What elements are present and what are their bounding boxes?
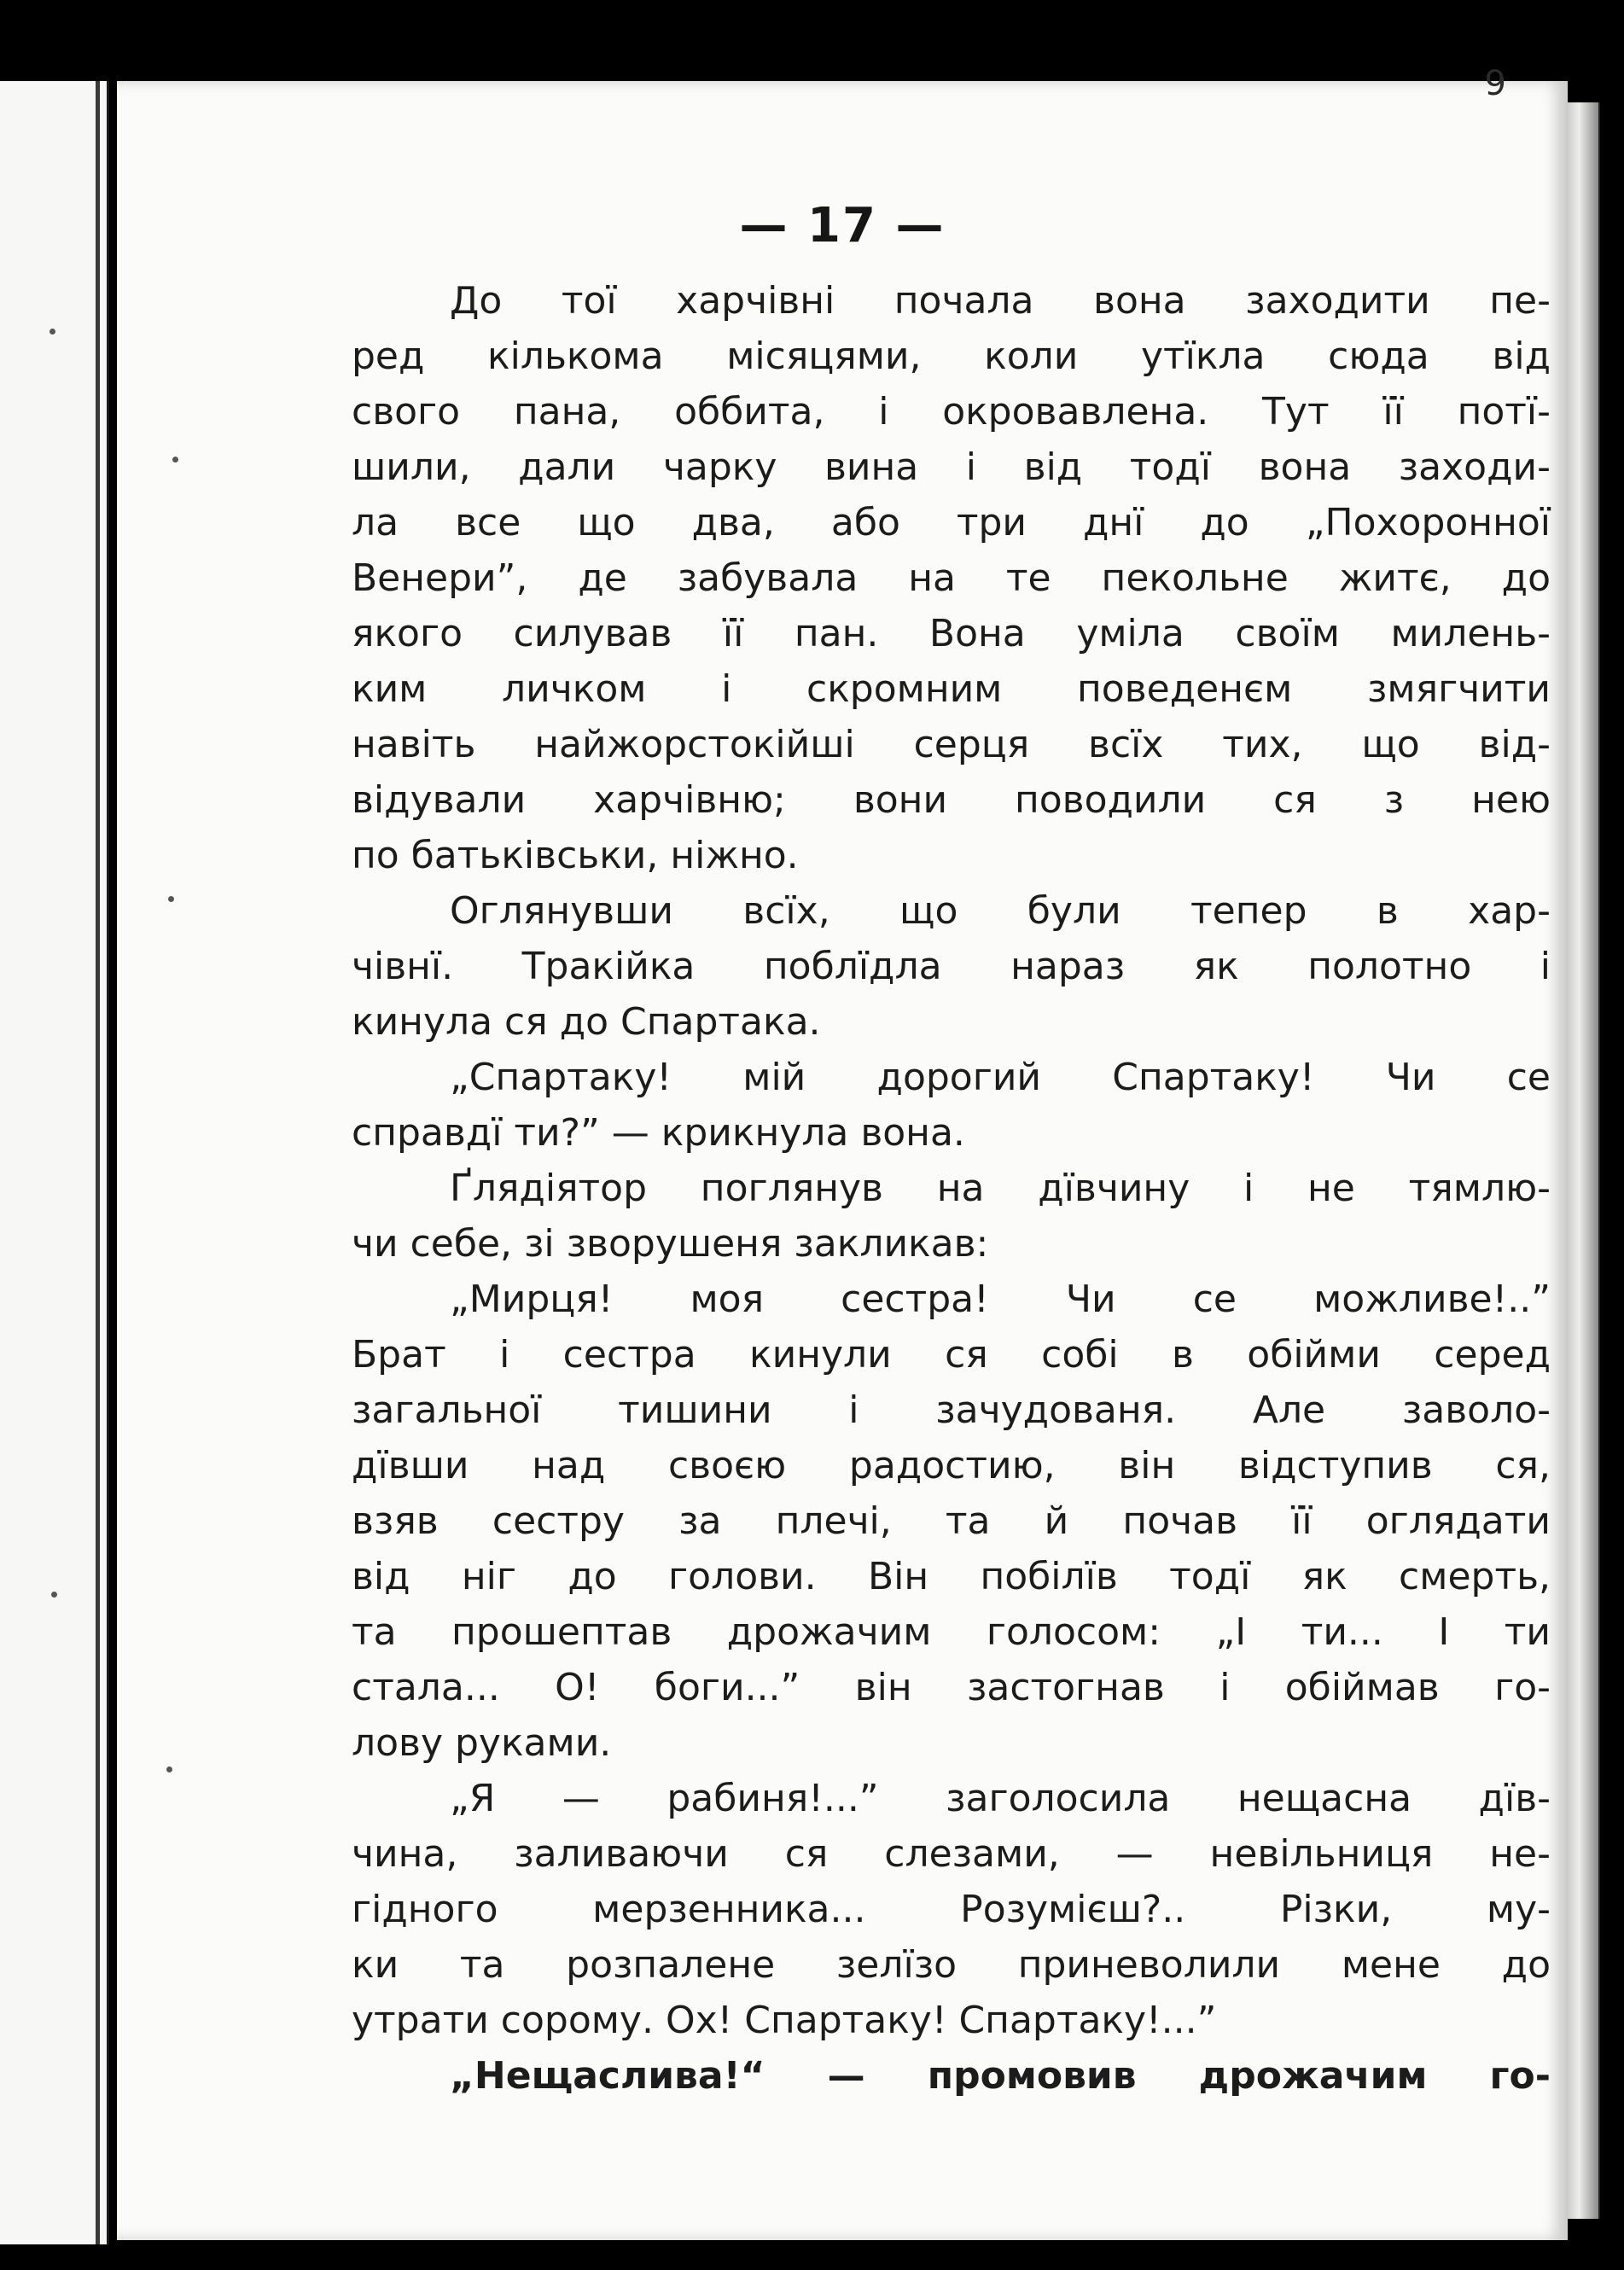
page-speck	[49, 329, 55, 335]
text-line: дївши над своєю радостию, він відступив ся,	[352, 1444, 1551, 1487]
text-line: загальної тишини і зачудованя. Але заволо-	[352, 1388, 1551, 1432]
text-line: справдї ти?” — крикнула вона.	[352, 1111, 965, 1155]
page-speck	[172, 457, 178, 463]
text-line: „Нещаслива!“ — промовив дрожачим го-	[450, 2054, 1551, 2098]
text-line: „Мирця! моя сестра! Чи се можливе!..”	[450, 1278, 1551, 1321]
book-page	[117, 64, 1568, 2240]
text-line: ла все що два, або три днї до „Похоронної	[352, 501, 1551, 544]
text-line: Венери”, де забувала на те пекольне житє, до	[352, 556, 1551, 600]
text-line: ки та розпалене зелїзо приневолили мене до	[352, 1943, 1551, 1987]
text-line: та прошептав дрожачим голосом: „І ти... І ти	[352, 1610, 1551, 1654]
text-line: Оглянувши всїх, що були тепер в хар-	[450, 889, 1551, 933]
page-stack-edge	[1566, 102, 1600, 2219]
text-line: від ніг до голови. Він побілїв тодї як смерть,	[352, 1555, 1551, 1598]
text-line: по батьківськи, ніжно.	[352, 834, 799, 877]
text-line: утрати сорому. Ох! Спартаку! Спартаку!...”	[352, 1999, 1217, 2042]
body-text	[352, 273, 1551, 2104]
text-line: лову руками.	[352, 1721, 612, 1765]
text-line: ред кількома місяцями, коли утїкла сюда від	[352, 335, 1551, 378]
text-line: чина, заливаючи ся слезами, — невільниця не-	[352, 1832, 1551, 1876]
text-line: стала... О! боги...” він застогнав і обіймав го-	[352, 1666, 1551, 1709]
text-line: гідного мерзенника... Розумієш?.. Різки, му-	[352, 1888, 1551, 1931]
text-line: „Спартаку! мій дорогий Спартаку! Чи се	[450, 1056, 1551, 1099]
text-line: навіть найжорстокійші серця всїх тих, що від-	[352, 723, 1551, 766]
page-speck	[166, 1767, 172, 1772]
text-line: кинула ся до Спартака.	[352, 1000, 821, 1044]
text-line: До тої харчівні почала вона заходити пе-	[450, 279, 1551, 323]
previous-page-edge	[0, 81, 109, 2244]
page-speck	[168, 896, 174, 902]
text-line: шили, дали чарку вина і від тодї вона заходи-	[352, 445, 1551, 489]
text-line: Ґлядіятор поглянув на дївчину і не тямлю-	[450, 1167, 1551, 1210]
text-line: свого пана, оббита, і окровавлена. Тут її потї-	[352, 390, 1551, 434]
page-gutter-line	[96, 81, 100, 2244]
text-line: чівнї. Тракійка поблїдла нараз як полотно і	[352, 945, 1551, 988]
text-line: ким личком і скромним поведенєм змягчити	[352, 667, 1551, 711]
text-line: „Я — рабиня!...” заголосила нещасна дїв-	[450, 1777, 1551, 1820]
text-line: відували харчівню; вони поводили ся з нею	[352, 778, 1551, 822]
text-line: Брат і сестра кинули ся собі в обійми серед	[352, 1333, 1551, 1377]
text-line: чи себе, зі зворушеня закликав:	[352, 1222, 989, 1266]
page-speck	[51, 1592, 57, 1598]
text-line: якого силував її пан. Вона уміла своїм милень-	[352, 612, 1551, 655]
corner-pencil-mark: 9	[1484, 64, 1506, 103]
page-number: — 17 —	[739, 198, 946, 253]
text-line: взяв сестру за плечі, та й почав її оглядати	[352, 1499, 1551, 1543]
